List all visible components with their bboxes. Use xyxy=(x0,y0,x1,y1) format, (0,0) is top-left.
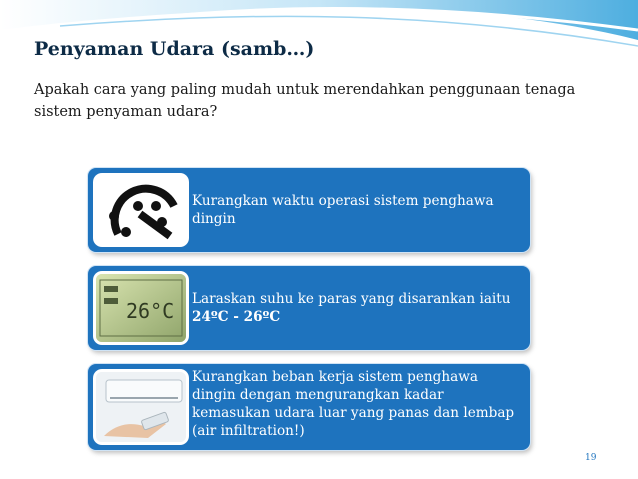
tip-text-operation-time: Kurangkan waktu operasi sistem penghawa dingin xyxy=(192,193,494,227)
thermostat-reading: 26°C xyxy=(126,299,175,323)
tip-text-infiltration: Kurangkan beban kerja sistem penghawa dingin dengan mengurangkan kadar kemasukan udara luar yang panas dan lembap (air infiltration!) xyxy=(192,369,515,439)
tip-text-temperature-main: Laraskan suhu ke paras yang disarankan iaitu xyxy=(192,291,511,307)
page-title: Penyaman Udara (samb…) xyxy=(34,38,315,60)
question-text: Apakah cara yang paling mudah untuk merendahkan penggunaan tenaga sistem penyaman udara? xyxy=(34,82,576,120)
page-number: 19 xyxy=(585,453,597,463)
tip-card-operation-time xyxy=(88,168,530,252)
tip-text-temperature xyxy=(192,290,520,326)
tip-card-temperature xyxy=(88,266,530,350)
recommended-temperature: 24ºC - 26ºC xyxy=(192,309,281,325)
tip-card-infiltration xyxy=(88,364,530,450)
clock-icon xyxy=(96,176,186,244)
air-conditioner-remote-icon xyxy=(96,372,186,442)
thermostat-display-icon xyxy=(96,274,186,342)
